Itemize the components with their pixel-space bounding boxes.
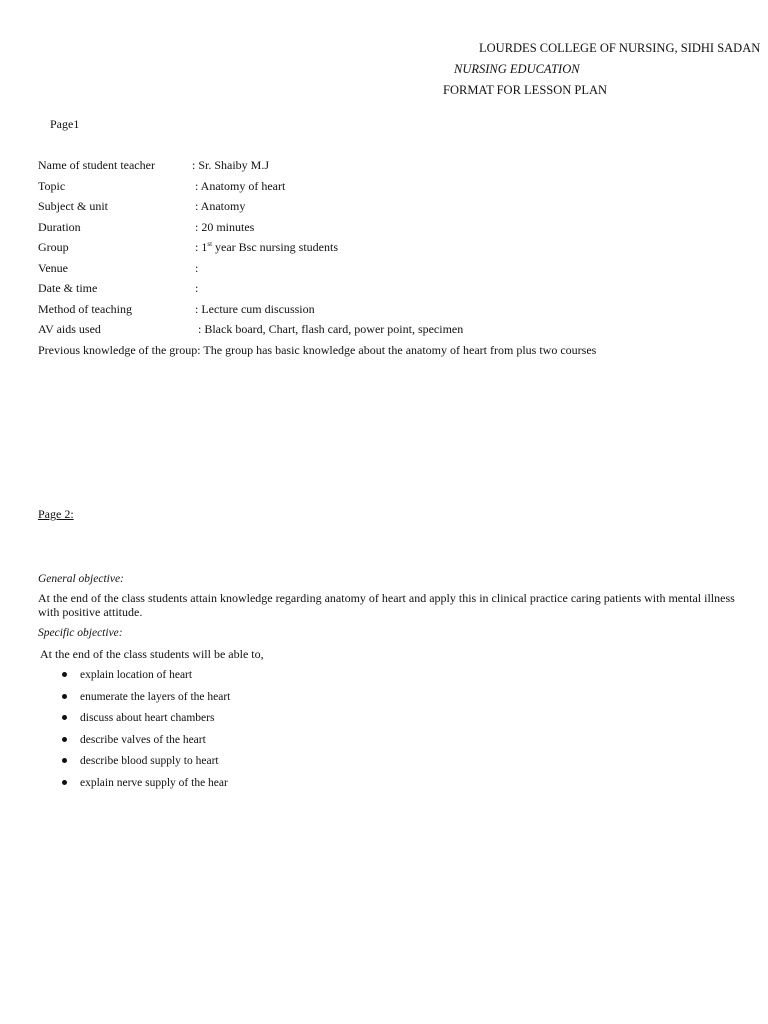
previous-knowledge: Previous knowledge of the group: The group has basic knowledge about the anatomy of heart from plus two courses — [38, 343, 597, 357]
detail-label: Venue — [38, 261, 68, 275]
detail-label: Topic — [38, 179, 66, 193]
bullet-icon — [62, 694, 67, 699]
list-item: explain nerve supply of the hear — [62, 776, 230, 798]
bullet-icon — [62, 737, 67, 742]
page2-label: Page 2: — [38, 507, 74, 521]
bullet-icon — [62, 780, 67, 785]
general-objective-heading: General objective: — [38, 573, 124, 585]
list-item: describe blood supply to heart — [62, 754, 230, 776]
general-objective-text: At the end of the class students attain knowledge regarding anatomy of heart and apply this in clinical practice caring patients with mental illness with positive attitude. — [38, 591, 735, 619]
bullet-icon — [62, 672, 67, 677]
page1-label: Page1 — [50, 117, 80, 131]
detail-value: : — [195, 281, 199, 295]
detail-value: : — [195, 261, 199, 275]
detail-label: Group — [38, 240, 69, 254]
detail-label: Name of student teacher — [38, 158, 155, 172]
specific-objective-intro: At the end of the class students will be able to, — [40, 647, 264, 661]
list-item: describe valves of the heart — [62, 733, 230, 755]
detail-value: : Anatomy of heart — [195, 179, 286, 193]
specific-objective-heading: Specific objective: — [38, 627, 123, 639]
detail-value: : Lecture cum discussion — [195, 302, 315, 316]
format-title: FORMAT FOR LESSON PLAN — [443, 83, 608, 97]
detail-label: Method of teaching — [38, 302, 132, 316]
detail-label: Date & time — [38, 281, 98, 295]
bullet-icon — [62, 715, 67, 720]
objectives-list — [62, 668, 230, 797]
detail-value: : 1st year Bsc nursing students — [195, 240, 338, 254]
bullet-icon — [62, 758, 67, 763]
detail-value: : Anatomy — [195, 199, 246, 213]
list-item: enumerate the layers of the heart — [62, 690, 230, 712]
department-title: NURSING EDUCATION — [454, 62, 580, 76]
detail-value: : Sr. Shaiby M.J — [192, 158, 270, 172]
detail-value: : 20 minutes — [195, 220, 255, 234]
detail-label: AV aids used — [38, 322, 101, 336]
college-name: LOURDES COLLEGE OF NURSING, SIDHI SADAN — [479, 41, 761, 55]
detail-label: Duration — [38, 220, 81, 234]
list-item: discuss about heart chambers — [62, 711, 230, 733]
detail-value: : Black board, Chart, flash card, power point, specimen — [198, 322, 464, 336]
detail-label: Subject & unit — [38, 199, 108, 213]
list-item: explain location of heart — [62, 668, 230, 690]
